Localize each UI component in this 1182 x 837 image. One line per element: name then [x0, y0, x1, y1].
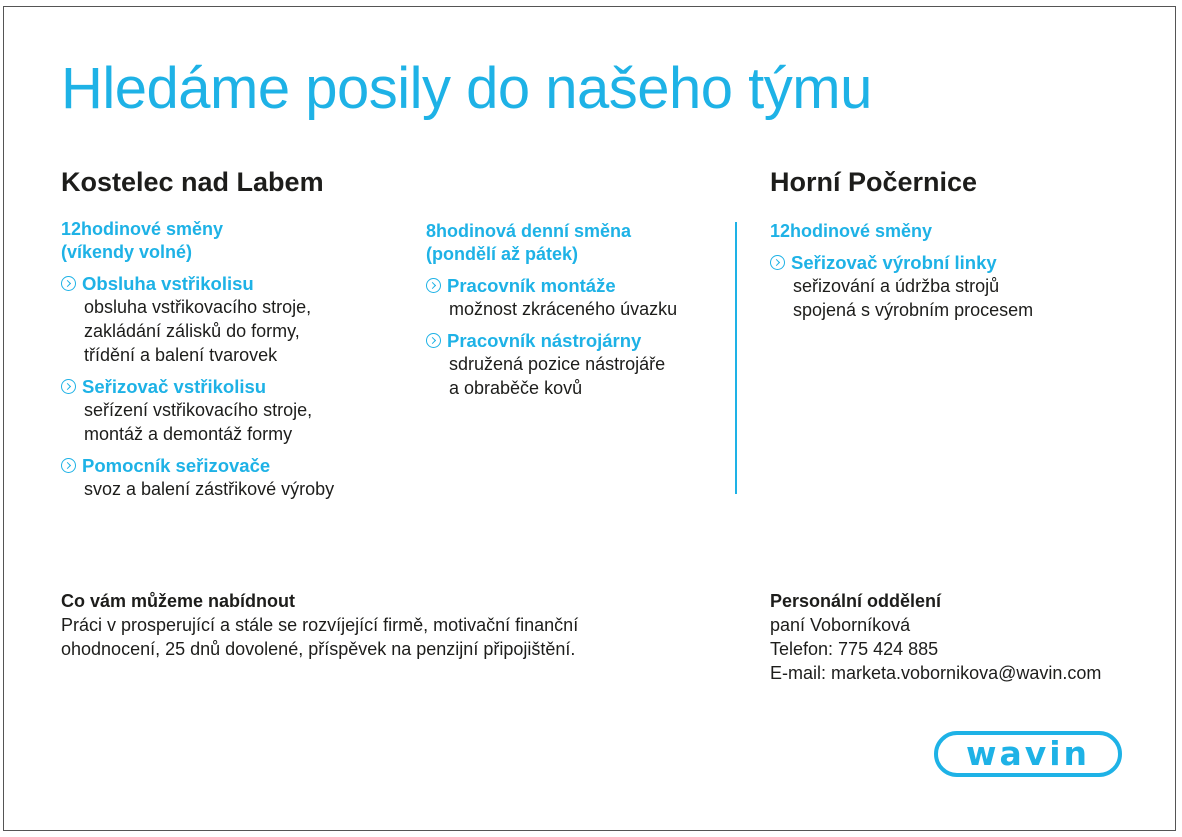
column-kostelec-12h: [61, 218, 401, 501]
job-item: [61, 272, 401, 367]
job-item: [770, 251, 1130, 322]
shift-label: 8hodinová denní směna (pondělí až pátek): [426, 221, 632, 264]
offer-title: Co vám můžeme nabídnout: [61, 591, 296, 611]
job-title: Seřizovač vstřikolisu: [82, 376, 267, 397]
job-title: Pracovník montáže: [447, 275, 616, 296]
column-horni-pocernice: [770, 220, 1130, 322]
offer-block: [61, 589, 578, 661]
job-item: [426, 274, 726, 321]
contact-email: E-mail: marketa.vobornikova@wavin.com: [770, 663, 1102, 683]
column-kostelec-8h: [426, 220, 726, 400]
job-description: seřízení vstřikovacího stroje, montáž a demontáž formy: [84, 400, 313, 444]
chevron-circle-right-icon: [61, 379, 76, 394]
shift-label: 12hodinové směny: [770, 221, 933, 241]
contact-title: Personální oddělení: [770, 591, 942, 611]
job-item: [61, 375, 401, 446]
chevron-circle-right-icon: [426, 333, 441, 348]
contact-block: [770, 589, 1101, 685]
shift-label: 12hodinové směny (víkendy volné): [61, 219, 224, 262]
job-title: Pracovník nástrojárny: [447, 330, 642, 351]
chevron-circle-right-icon: [61, 458, 76, 473]
chevron-circle-right-icon: [426, 278, 441, 293]
job-title: Pomocník seřizovače: [82, 455, 271, 476]
contact-name: paní Voborníková: [770, 615, 911, 635]
headline: Hledáme posily do našeho týmu: [61, 56, 872, 121]
offer-line: ohodnocení, 25 dnů dovolené, příspěvek na penzijní připojištění.: [61, 639, 576, 659]
job-title: Seřizovač výrobní linky: [791, 252, 997, 273]
job-title: Obsluha vstřikolisu: [82, 273, 254, 294]
logo-text: wavin: [965, 733, 1091, 773]
job-item: [426, 329, 726, 400]
job-description: možnost zkráceného úvazku: [449, 299, 678, 319]
wavin-logo: [934, 731, 1122, 777]
column-divider: [735, 222, 737, 494]
contact-phone: Telefon: 775 424 885: [770, 639, 939, 659]
job-description: sdružená pozice nástrojáře a obraběče kovů: [449, 354, 666, 398]
job-description: svoz a balení zástřikové výroby: [84, 479, 335, 499]
job-item: [61, 454, 401, 501]
job-description: obsluha vstřikovacího stroje, zakládání zálisků do formy, třídění a balení tvarovek: [84, 297, 312, 365]
chevron-circle-right-icon: [770, 255, 785, 270]
location-title-horni-pocernice: Horní Počernice: [770, 167, 978, 197]
chevron-circle-right-icon: [61, 276, 76, 291]
location-title-kostelec: Kostelec nad Labem: [61, 167, 324, 197]
job-description: seřizování a údržba strojů spojená s výrobním procesem: [793, 276, 1034, 320]
offer-line: Práci v prosperující a stále se rozvíjející firmě, motivační finanční: [61, 615, 579, 635]
